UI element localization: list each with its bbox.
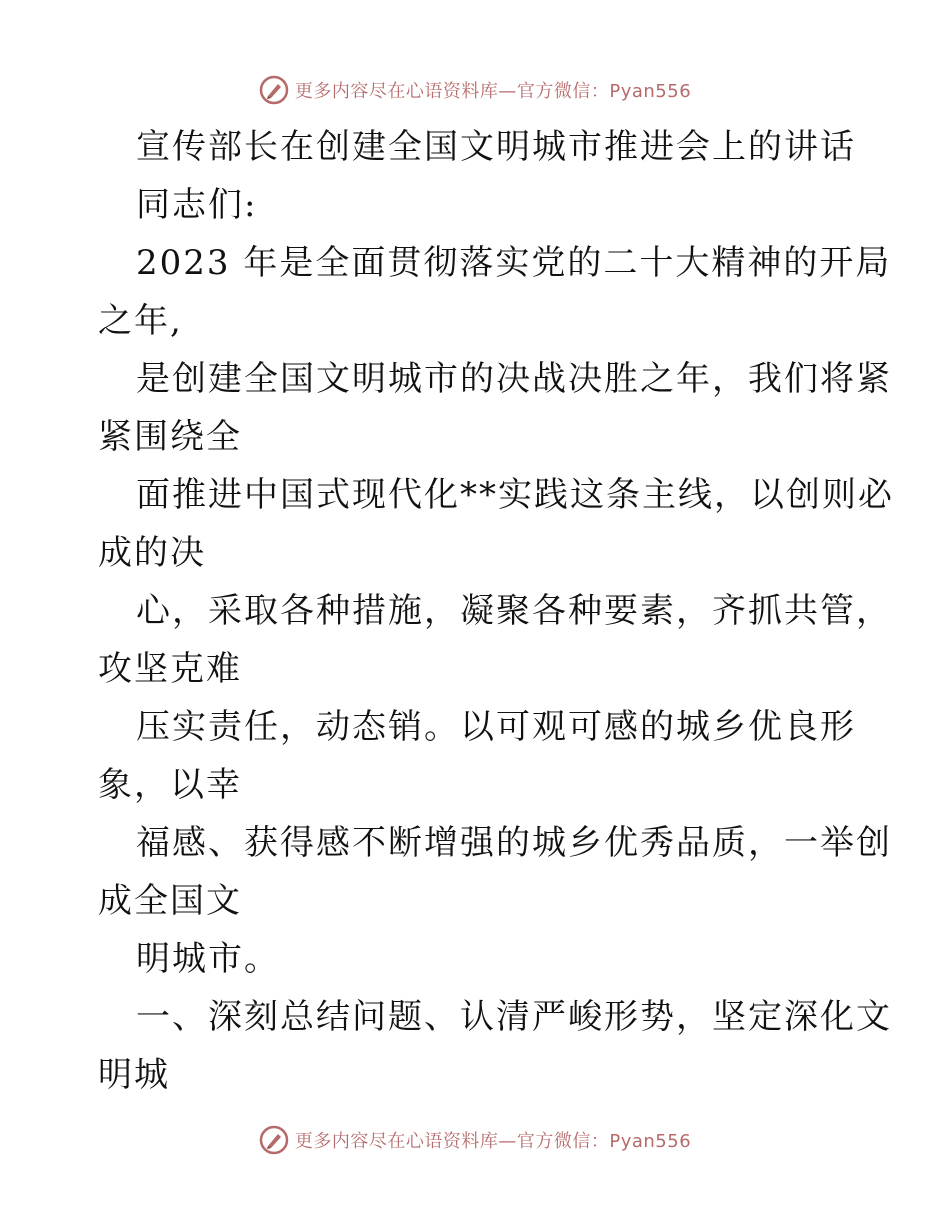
body-line: 心，采取各种措施，凝聚各种要素，齐抓共管， [136,591,892,631]
section-heading-continued: 明城 [98,1055,170,1095]
body-line: 紧围绕全 [98,417,242,457]
body-line: 成全国文 [98,881,242,921]
body-line: 福感、获得感不断增强的城乡优秀品质，一举创 [136,823,892,863]
footer-banner [0,1120,950,1160]
body-line: 明城市。 [136,939,280,979]
body-line: 攻坚克难 [98,649,242,689]
body-line: 象，以幸 [98,765,242,805]
body-line: 是创建全国文明城市的决战决胜之年，我们将紧 [136,359,892,399]
header-banner-text: 更多内容尽在心语资料库—官方微信：Pyan556 [294,81,692,102]
body-line: 之年, [98,301,183,341]
body-line: 2023 年是全面贯彻落实党的二十大精神的开局 [136,243,892,283]
salutation: 同志们: [136,185,258,225]
document-title: 宣传部长在创建全国文明城市推进会上的讲话 [136,127,856,167]
header-banner [0,70,950,110]
section-heading: 一、深刻总结问题、认清严峻形势，坚定深化文 [136,997,892,1037]
body-line: 成的决 [98,533,206,573]
pen-logo-icon [259,1125,289,1155]
body-line: 面推进中国式现代化**实践这条主线，以创则必 [136,475,894,515]
pen-logo-icon [259,75,289,105]
footer-banner-text: 更多内容尽在心语资料库—官方微信：Pyan556 [294,1131,692,1152]
document-body [98,118,894,1104]
body-line: 压实责任，动态销。以可观可感的城乡优良形 [136,707,856,747]
